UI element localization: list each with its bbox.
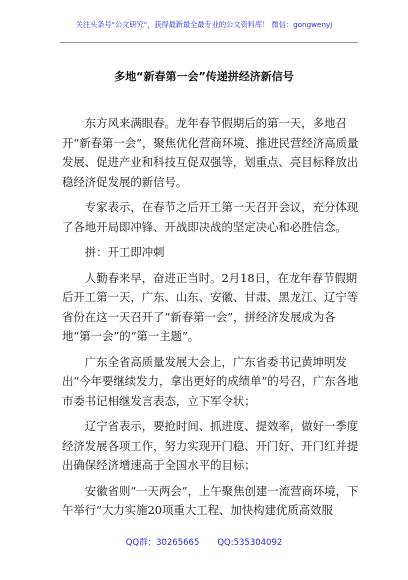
paragraph-intro: 东方风来满眼春。龙年春节假期后的第一天，多地召开“新春第一会”，聚焦优化营商环境、推进民营经济高质量发展、促进产业和科技互促双强等，划重点、亮目标释放出稳经济促发展的新信号。 [62, 116, 359, 189]
paragraph-overview: 人勤春来早，奋进正当时。2月18日，在龙年春节假期后开工第一天，广东、山东、安徽、甘肃、黑龙江、辽宁等省份在这一天召开了“新春第一会”，拼经济发展成为各地“第一会”的“第一主题”。 [62, 270, 359, 343]
section-heading: 拼：开工即冲刺 [84, 245, 165, 259]
paragraph-expert: 专家表示，在春节之后开工第一天召开会议，充分体现了各地开局即冲锋、开战即决战的坚定决心和必胜信念。 [62, 200, 359, 234]
header-divider [60, 42, 358, 43]
footer-contact [0, 536, 408, 548]
document-body [62, 114, 362, 521]
header-banner[interactable]: 关注头条号"公文研究"，获得最新最全最专业的公文资料库！ 微信：gongwenyj [75, 20, 333, 29]
paragraph-liaoning: 辽宁省表示，要抢时间、抓进度、提效率，做好一季度经济发展各项工作，努力实现开门稳、开门好、开门红并提出确保经济增速高于全国水平的目标； [62, 419, 359, 472]
footer-qq-group[interactable]: QQ群：30265665 [125, 538, 200, 548]
paragraph-anhui: 安徽省则“一天两会”，上午聚焦创建一流营商环境，下午举行“大力实施20项重大工程、加快构建优质高效服 [62, 483, 359, 517]
document-title: 多地“新春第一会”传递拼经济新信号 [114, 70, 294, 83]
paragraph-guangdong: 广东全省高质量发展大会上，广东省委书记黄坤明发出“今年要继续发力，拿出更好的成绩单”的号召，广东各地市委书记相继发言表态，立下军令状； [62, 354, 359, 408]
footer-qq-number[interactable]: QQ:535304092 [217, 538, 283, 548]
